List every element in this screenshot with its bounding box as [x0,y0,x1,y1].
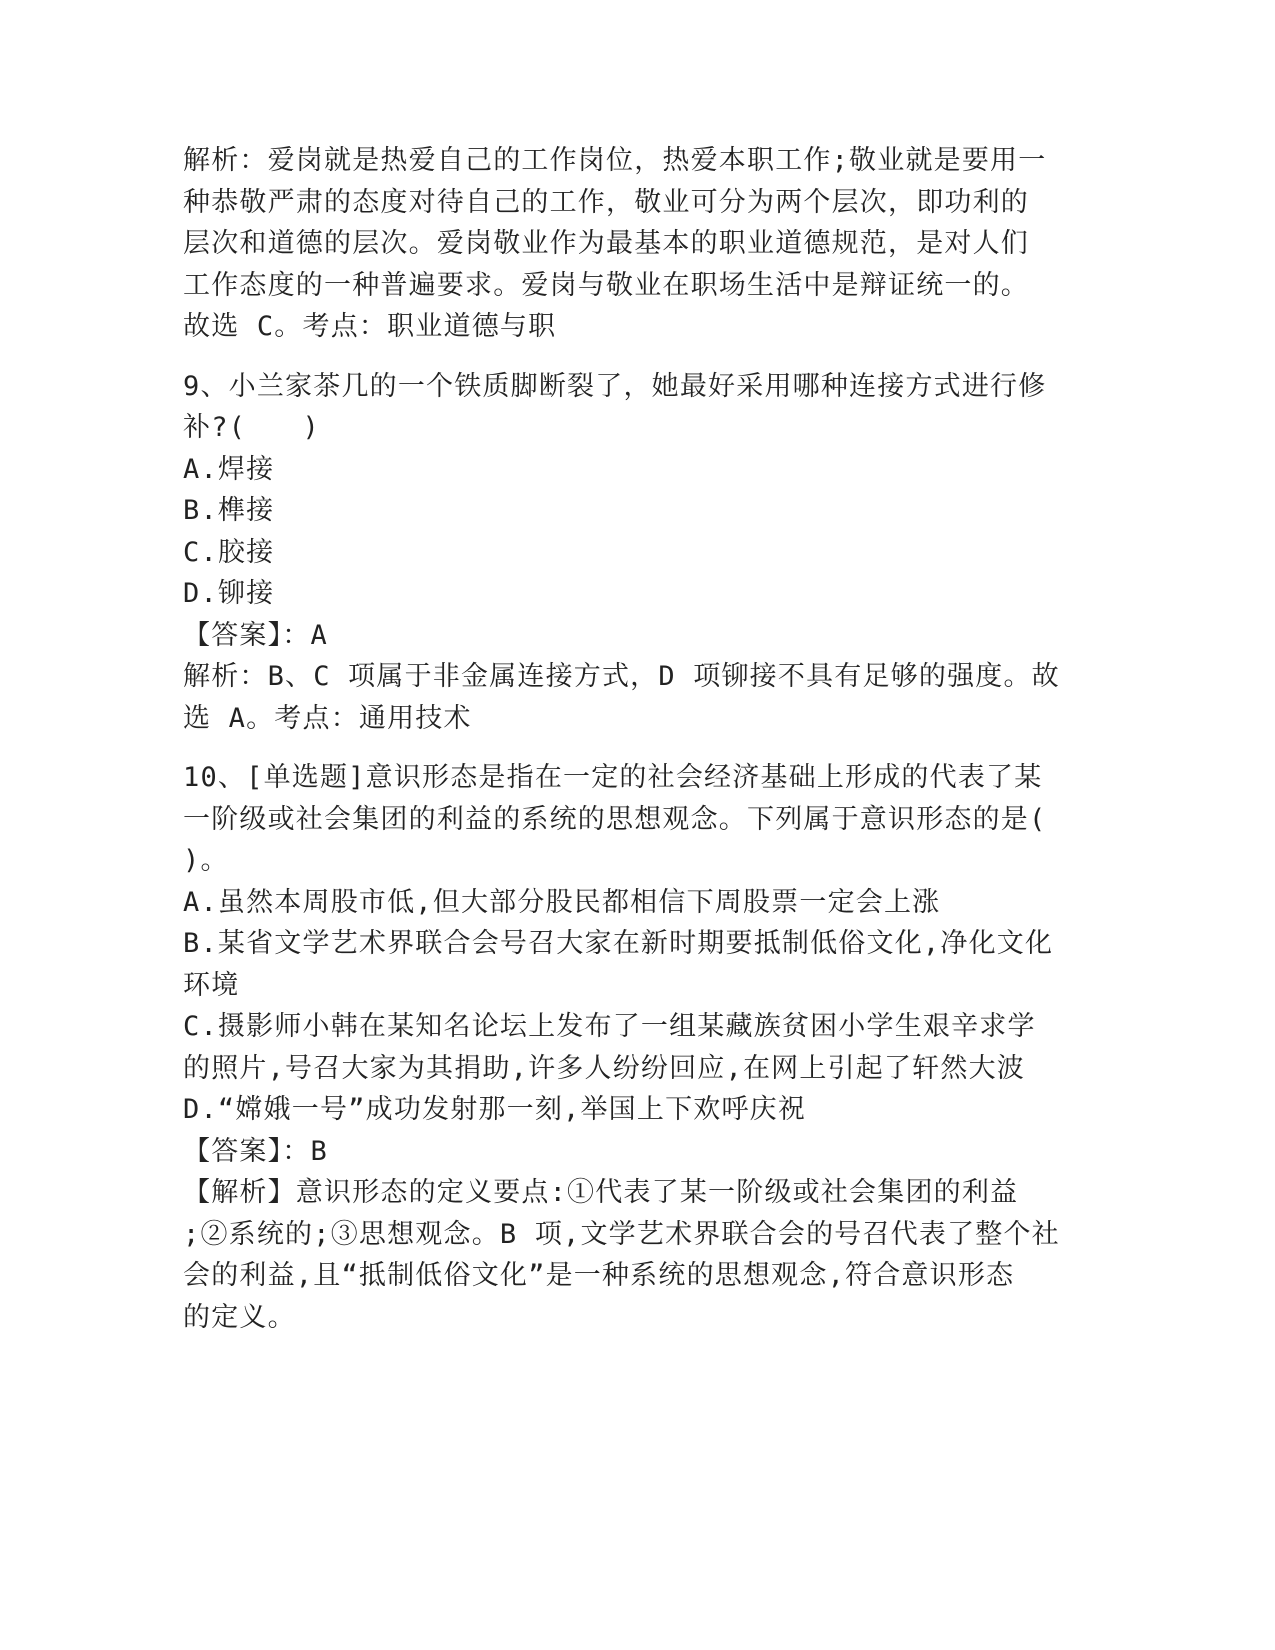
explanation-text: 会的利益,且“抵制低俗文化”是一种系统的思想观念,符合意识形态 [183,1260,1015,1291]
question-text: 10、[单选题]意识形态是指在一定的社会经济基础上形成的代表了某 [183,762,1043,793]
document-body [183,140,1083,1338]
question-text: 一阶级或社会集团的利益的系统的思想观念。下列属于意识形态的是( [183,803,1047,835]
question-9 [183,366,1083,740]
option-b: B.某省文学艺术界联合会号召大家在新时期要抵制低俗文化,净化文化 [183,928,1054,959]
question-text: 补?( ) [183,412,320,443]
answer-line: 【答案】：B [183,1135,328,1167]
explanation-text: 选 A。考点：通用技术 [183,702,472,734]
text-line: 种恭敬严肃的态度对待自己的工作，敬业可分为两个层次，即功利的 [183,186,1029,218]
option-b: B.榫接 [183,495,275,526]
explanation-text: 【解析】意识形态的定义要点:①代表了某一阶级或社会集团的利益 [183,1177,1019,1208]
option-a: A.虽然本周股市低,但大部分股民都相信下周股票一定会上涨 [183,886,941,918]
text-line: 故选 C。考点：职业道德与职 [183,311,557,342]
explanation-text: 解析：B、C 项属于非金属连接方式，D 项铆接不具有足够的强度。故 [183,661,1060,692]
text-line: 层次和道德的层次。爱岗敬业作为最基本的职业道德规范，是对人们 [183,228,1029,259]
option-c-continued: 的照片,号召大家为其捐助,许多人纷纷回应,在网上引起了轩然大波 [183,1052,1025,1084]
option-d: D.“嫦娥一号”成功发射那一刻,举国上下欢呼庆祝 [183,1094,807,1125]
answer-line: 【答案】：A [183,619,328,651]
option-c: C.摄影师小韩在某知名论坛上发布了一组某藏族贫困小学生艰辛求学 [183,1011,1036,1042]
question-text: 9、小兰家茶几的一个铁质脚断裂了，她最好采用哪种连接方式进行修 [183,370,1047,402]
text-line: 工作态度的一种普遍要求。爱岗与敬业在职场生活中是辩证统一的。 [183,269,1029,301]
question-10 [183,757,1083,1338]
option-c: C.胶接 [183,536,275,568]
explanation-text: 的定义。 [183,1301,296,1333]
question-text: )。 [183,845,229,876]
option-a: A.焊接 [183,453,275,485]
option-d: D.铆接 [183,578,275,609]
text-line: 解析：爱岗就是热爱自己的工作岗位，热爱本职工作;敬业就是要用一 [183,145,1047,176]
prev-explanation [183,140,1083,348]
option-b-continued: 环境 [183,969,240,1001]
explanation-text: ;②系统的;③思想观念。B 项,文学艺术界联合会的号召代表了整个社 [183,1218,1060,1250]
